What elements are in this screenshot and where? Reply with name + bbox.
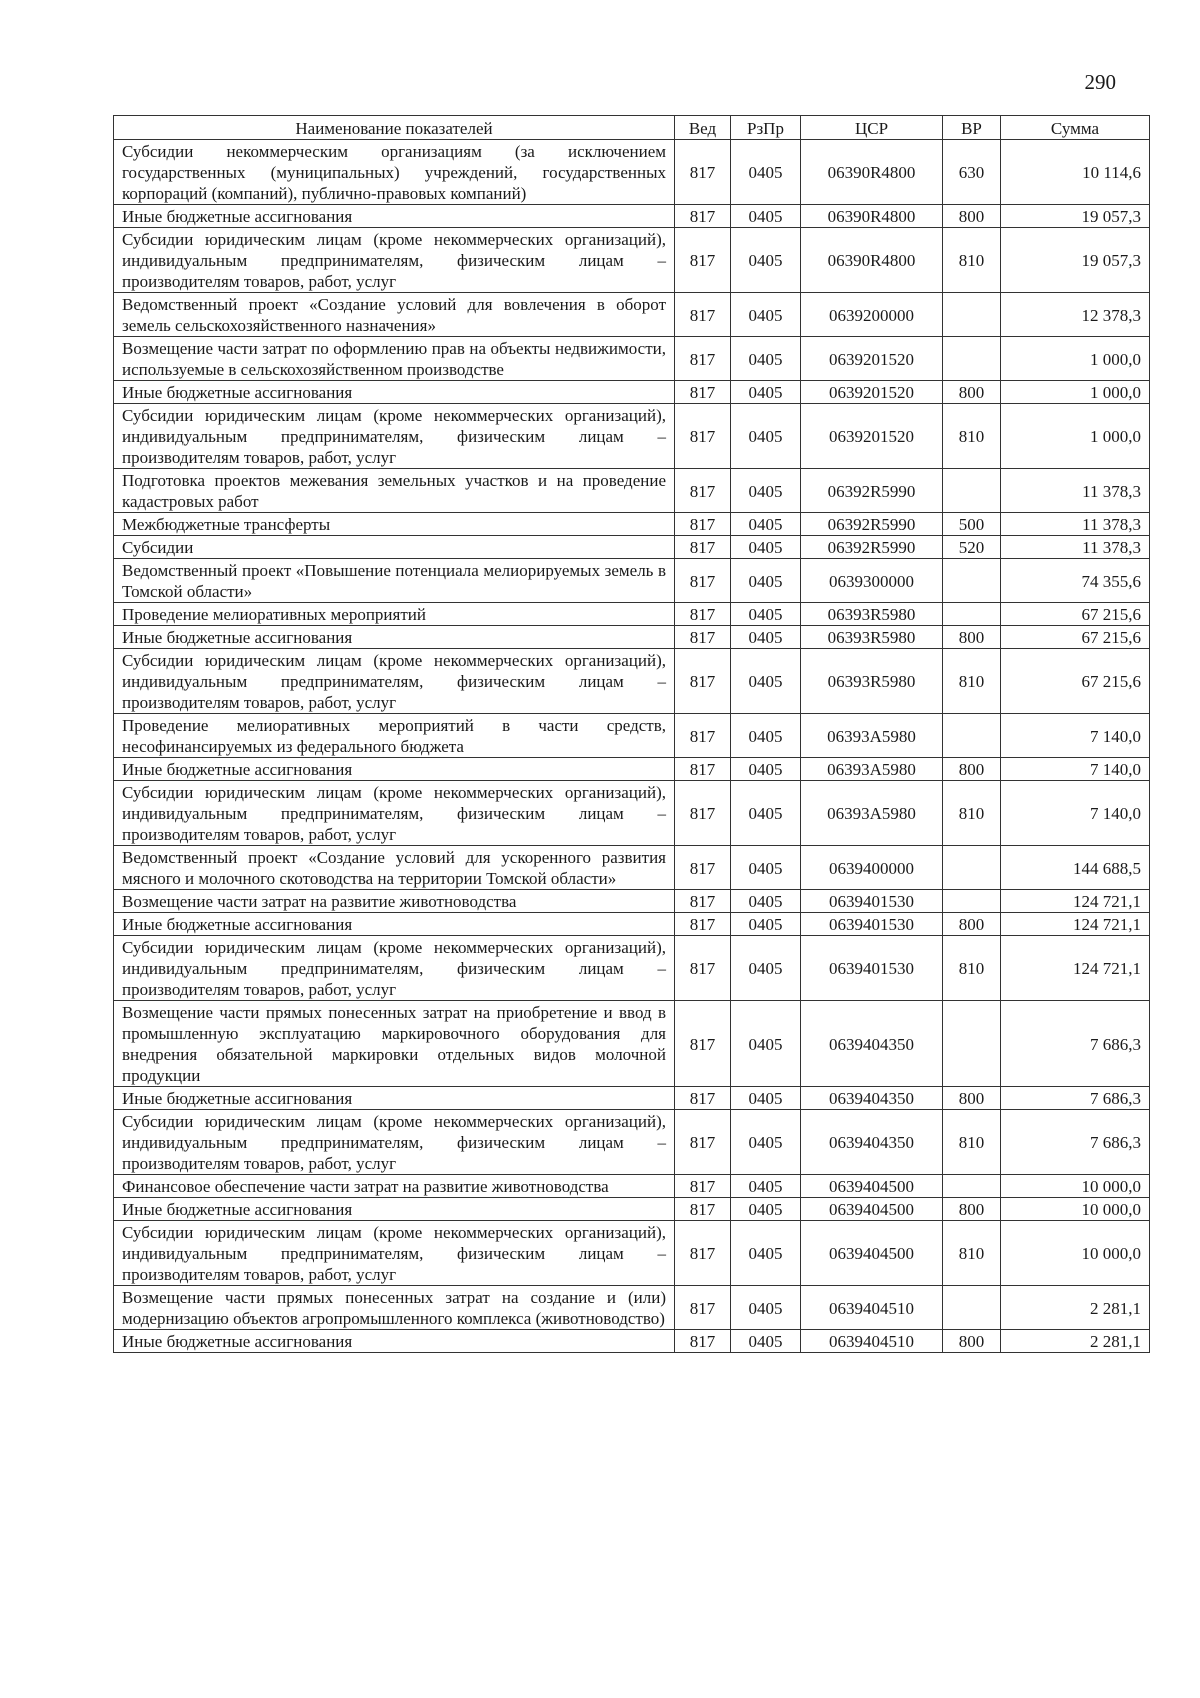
cell-sum: 10 000,0	[1001, 1198, 1150, 1221]
cell-csr: 06392R5990	[801, 513, 943, 536]
header-ved: Вед	[675, 116, 731, 140]
cell-ved: 817	[675, 381, 731, 404]
cell-name: Иные бюджетные ассигнования	[114, 1087, 675, 1110]
table-row	[114, 513, 1150, 536]
cell-ved: 817	[675, 603, 731, 626]
cell-sum: 11 378,3	[1001, 536, 1150, 559]
cell-ved: 817	[675, 293, 731, 337]
cell-ved: 817	[675, 1001, 731, 1087]
cell-name: Иные бюджетные ассигнования	[114, 205, 675, 228]
table-row	[114, 536, 1150, 559]
cell-sum: 144 688,5	[1001, 846, 1150, 890]
cell-name: Возмещение части затрат по оформлению прав на объекты недвижимости, используемые в сельскохозяйственном производстве	[114, 337, 675, 381]
cell-rzpr: 0405	[731, 649, 801, 714]
cell-csr: 0639404500	[801, 1198, 943, 1221]
cell-name: Иные бюджетные ассигнования	[114, 1198, 675, 1221]
cell-ved: 817	[675, 1175, 731, 1198]
cell-rzpr: 0405	[731, 603, 801, 626]
cell-ved: 817	[675, 1286, 731, 1330]
cell-name: Ведомственный проект «Создание условий для ускоренного развития мясного и молочного скотоводства на территории Томской области»	[114, 846, 675, 890]
cell-sum: 2 281,1	[1001, 1330, 1150, 1353]
cell-rzpr: 0405	[731, 1286, 801, 1330]
cell-csr: 06390R4800	[801, 205, 943, 228]
table-row	[114, 1221, 1150, 1286]
cell-name: Субсидии юридическим лицам (кроме некоммерческих организаций), индивидуальным предпринимателям, физическим лицам – производителям товаров, работ, услуг	[114, 781, 675, 846]
table-row	[114, 846, 1150, 890]
cell-ved: 817	[675, 649, 731, 714]
table-body	[114, 140, 1150, 1353]
cell-sum: 11 378,3	[1001, 469, 1150, 513]
cell-rzpr: 0405	[731, 1001, 801, 1087]
cell-csr: 0639404350	[801, 1087, 943, 1110]
cell-csr: 06392R5990	[801, 469, 943, 513]
cell-csr: 06393R5980	[801, 626, 943, 649]
cell-sum: 19 057,3	[1001, 228, 1150, 293]
table-row	[114, 1198, 1150, 1221]
cell-csr: 0639404350	[801, 1110, 943, 1175]
cell-vr	[943, 714, 1001, 758]
page-number: 290	[1084, 70, 1116, 94]
cell-ved: 817	[675, 1198, 731, 1221]
table-row	[114, 714, 1150, 758]
cell-csr: 0639404350	[801, 1001, 943, 1087]
cell-rzpr: 0405	[731, 1087, 801, 1110]
cell-name: Иные бюджетные ассигнования	[114, 758, 675, 781]
cell-vr: 800	[943, 758, 1001, 781]
cell-csr: 0639201520	[801, 337, 943, 381]
cell-csr: 0639300000	[801, 559, 943, 603]
cell-sum: 67 215,6	[1001, 649, 1150, 714]
cell-sum: 1 000,0	[1001, 337, 1150, 381]
header-sum: Сумма	[1001, 116, 1150, 140]
table-row	[114, 140, 1150, 205]
cell-ved: 817	[675, 205, 731, 228]
cell-vr: 810	[943, 1221, 1001, 1286]
cell-csr: 06392R5990	[801, 536, 943, 559]
cell-vr	[943, 337, 1001, 381]
cell-sum: 11 378,3	[1001, 513, 1150, 536]
cell-ved: 817	[675, 337, 731, 381]
cell-sum: 1 000,0	[1001, 381, 1150, 404]
table-row	[114, 913, 1150, 936]
budget-table	[113, 115, 1150, 1353]
table-row	[114, 1175, 1150, 1198]
cell-rzpr: 0405	[731, 758, 801, 781]
cell-ved: 817	[675, 404, 731, 469]
cell-csr: 06393A5980	[801, 781, 943, 846]
cell-vr: 630	[943, 140, 1001, 205]
table-row	[114, 936, 1150, 1001]
cell-sum: 67 215,6	[1001, 626, 1150, 649]
cell-vr	[943, 1175, 1001, 1198]
cell-name: Субсидии юридическим лицам (кроме некоммерческих организаций), индивидуальным предпринимателям, физическим лицам – производителям товаров, работ, услуг	[114, 1110, 675, 1175]
cell-vr	[943, 469, 1001, 513]
cell-ved: 817	[675, 1110, 731, 1175]
cell-vr: 800	[943, 381, 1001, 404]
cell-sum: 7 140,0	[1001, 758, 1150, 781]
table-row	[114, 603, 1150, 626]
cell-rzpr: 0405	[731, 1198, 801, 1221]
cell-sum: 19 057,3	[1001, 205, 1150, 228]
table-row	[114, 559, 1150, 603]
cell-name: Иные бюджетные ассигнования	[114, 1330, 675, 1353]
cell-rzpr: 0405	[731, 781, 801, 846]
cell-sum: 124 721,1	[1001, 913, 1150, 936]
cell-ved: 817	[675, 513, 731, 536]
cell-rzpr: 0405	[731, 1175, 801, 1198]
table-row	[114, 381, 1150, 404]
cell-name: Иные бюджетные ассигнования	[114, 626, 675, 649]
cell-csr: 0639404500	[801, 1221, 943, 1286]
cell-csr: 0639401530	[801, 913, 943, 936]
cell-sum: 1 000,0	[1001, 404, 1150, 469]
cell-sum: 7 686,3	[1001, 1110, 1150, 1175]
cell-ved: 817	[675, 559, 731, 603]
table-row	[114, 205, 1150, 228]
cell-vr: 520	[943, 536, 1001, 559]
cell-rzpr: 0405	[731, 381, 801, 404]
cell-vr: 800	[943, 1087, 1001, 1110]
header-name: Наименование показателей	[114, 116, 675, 140]
cell-rzpr: 0405	[731, 1110, 801, 1175]
cell-rzpr: 0405	[731, 1221, 801, 1286]
cell-rzpr: 0405	[731, 140, 801, 205]
cell-name: Возмещение части прямых понесенных затрат на создание и (или) модернизацию объектов агропромышленного комплекса (животноводство)	[114, 1286, 675, 1330]
cell-sum: 67 215,6	[1001, 603, 1150, 626]
cell-csr: 06393R5980	[801, 649, 943, 714]
cell-sum: 7 686,3	[1001, 1087, 1150, 1110]
table-row	[114, 890, 1150, 913]
cell-vr: 800	[943, 913, 1001, 936]
cell-name: Возмещение части затрат на развитие животноводства	[114, 890, 675, 913]
cell-name: Субсидии	[114, 536, 675, 559]
cell-sum: 124 721,1	[1001, 936, 1150, 1001]
cell-name: Проведение мелиоративных мероприятий	[114, 603, 675, 626]
cell-vr	[943, 1001, 1001, 1087]
table-row	[114, 1330, 1150, 1353]
cell-vr: 810	[943, 781, 1001, 846]
cell-name: Иные бюджетные ассигнования	[114, 913, 675, 936]
cell-vr	[943, 846, 1001, 890]
cell-rzpr: 0405	[731, 205, 801, 228]
cell-ved: 817	[675, 781, 731, 846]
cell-csr: 0639201520	[801, 404, 943, 469]
cell-rzpr: 0405	[731, 404, 801, 469]
cell-rzpr: 0405	[731, 536, 801, 559]
table-row	[114, 1001, 1150, 1087]
cell-name: Субсидии юридическим лицам (кроме некоммерческих организаций), индивидуальным предпринимателям, физическим лицам – производителям товаров, работ, услуг	[114, 1221, 675, 1286]
cell-rzpr: 0405	[731, 337, 801, 381]
cell-ved: 817	[675, 469, 731, 513]
cell-vr: 500	[943, 513, 1001, 536]
cell-sum: 12 378,3	[1001, 293, 1150, 337]
cell-vr: 810	[943, 228, 1001, 293]
table-row	[114, 469, 1150, 513]
table-row	[114, 293, 1150, 337]
cell-rzpr: 0405	[731, 559, 801, 603]
cell-sum: 10 114,6	[1001, 140, 1150, 205]
cell-csr: 0639401530	[801, 890, 943, 913]
table-header-row	[114, 116, 1150, 140]
cell-csr: 0639400000	[801, 846, 943, 890]
header-rzpr: РзПр	[731, 116, 801, 140]
cell-ved: 817	[675, 1087, 731, 1110]
cell-vr: 800	[943, 626, 1001, 649]
cell-name: Субсидии юридическим лицам (кроме некоммерческих организаций), индивидуальным предпринимателям, физическим лицам – производителям товаров, работ, услуг	[114, 404, 675, 469]
cell-vr	[943, 1286, 1001, 1330]
cell-rzpr: 0405	[731, 1330, 801, 1353]
table-row	[114, 337, 1150, 381]
cell-ved: 817	[675, 890, 731, 913]
table-row	[114, 781, 1150, 846]
cell-ved: 817	[675, 1221, 731, 1286]
cell-name: Субсидии юридическим лицам (кроме некоммерческих организаций), индивидуальным предпринимателям, физическим лицам – производителям товаров, работ, услуг	[114, 649, 675, 714]
table-row	[114, 1286, 1150, 1330]
cell-name: Субсидии юридическим лицам (кроме некоммерческих организаций), индивидуальным предпринимателям, физическим лицам – производителям товаров, работ, услуг	[114, 228, 675, 293]
cell-sum: 124 721,1	[1001, 890, 1150, 913]
cell-name: Субсидии юридическим лицам (кроме некоммерческих организаций), индивидуальным предпринимателям, физическим лицам – производителям товаров, работ, услуг	[114, 936, 675, 1001]
cell-vr: 810	[943, 1110, 1001, 1175]
cell-rzpr: 0405	[731, 513, 801, 536]
cell-sum: 7 140,0	[1001, 714, 1150, 758]
cell-vr	[943, 890, 1001, 913]
cell-vr	[943, 559, 1001, 603]
cell-vr: 810	[943, 404, 1001, 469]
cell-vr: 810	[943, 936, 1001, 1001]
cell-sum: 7 686,3	[1001, 1001, 1150, 1087]
cell-sum: 10 000,0	[1001, 1175, 1150, 1198]
cell-name: Ведомственный проект «Повышение потенциала мелиорируемых земель в Томской области»	[114, 559, 675, 603]
table-row	[114, 404, 1150, 469]
cell-csr: 0639404500	[801, 1175, 943, 1198]
cell-csr: 06393A5980	[801, 758, 943, 781]
table-row	[114, 649, 1150, 714]
cell-name: Ведомственный проект «Создание условий для вовлечения в оборот земель сельскохозяйственного назначения»	[114, 293, 675, 337]
header-vr: ВР	[943, 116, 1001, 140]
cell-rzpr: 0405	[731, 890, 801, 913]
cell-csr: 06393A5980	[801, 714, 943, 758]
cell-csr: 06393R5980	[801, 603, 943, 626]
cell-ved: 817	[675, 913, 731, 936]
cell-rzpr: 0405	[731, 469, 801, 513]
cell-ved: 817	[675, 140, 731, 205]
cell-rzpr: 0405	[731, 293, 801, 337]
cell-ved: 817	[675, 626, 731, 649]
cell-ved: 817	[675, 846, 731, 890]
cell-sum: 7 140,0	[1001, 781, 1150, 846]
cell-vr: 800	[943, 1330, 1001, 1353]
cell-csr: 0639404510	[801, 1286, 943, 1330]
cell-vr	[943, 293, 1001, 337]
cell-ved: 817	[675, 714, 731, 758]
table-row	[114, 758, 1150, 781]
cell-name: Возмещение части прямых понесенных затрат на приобретение и ввод в промышленную эксплуатацию маркировочного оборудования для внедрения обязательной маркировки отдельных видов молочной продукции	[114, 1001, 675, 1087]
cell-csr: 0639201520	[801, 381, 943, 404]
cell-sum: 74 355,6	[1001, 559, 1150, 603]
cell-rzpr: 0405	[731, 626, 801, 649]
cell-rzpr: 0405	[731, 846, 801, 890]
table-row	[114, 1110, 1150, 1175]
cell-sum: 10 000,0	[1001, 1221, 1150, 1286]
cell-csr: 0639200000	[801, 293, 943, 337]
table-row	[114, 626, 1150, 649]
cell-ved: 817	[675, 536, 731, 559]
cell-vr: 810	[943, 649, 1001, 714]
table-row	[114, 1087, 1150, 1110]
cell-ved: 817	[675, 936, 731, 1001]
cell-vr: 800	[943, 1198, 1001, 1221]
cell-rzpr: 0405	[731, 228, 801, 293]
cell-csr: 06390R4800	[801, 140, 943, 205]
table-row	[114, 228, 1150, 293]
cell-ved: 817	[675, 758, 731, 781]
header-csr: ЦСР	[801, 116, 943, 140]
cell-name: Подготовка проектов межевания земельных участков и на проведение кадастровых работ	[114, 469, 675, 513]
cell-vr	[943, 603, 1001, 626]
cell-rzpr: 0405	[731, 936, 801, 1001]
cell-name: Субсидии некоммерческим организациям (за исключением государственных (муниципальных) учреждений, государственных корпораций (компаний), публично-правовых компаний)	[114, 140, 675, 205]
cell-name: Проведение мелиоративных мероприятий в части средств, несофинансируемых из федерального бюджета	[114, 714, 675, 758]
cell-ved: 817	[675, 228, 731, 293]
cell-csr: 06390R4800	[801, 228, 943, 293]
cell-name: Финансовое обеспечение части затрат на развитие животноводства	[114, 1175, 675, 1198]
cell-name: Иные бюджетные ассигнования	[114, 381, 675, 404]
cell-vr: 800	[943, 205, 1001, 228]
cell-name: Межбюджетные трансферты	[114, 513, 675, 536]
cell-csr: 0639404510	[801, 1330, 943, 1353]
cell-rzpr: 0405	[731, 913, 801, 936]
cell-sum: 2 281,1	[1001, 1286, 1150, 1330]
cell-ved: 817	[675, 1330, 731, 1353]
cell-rzpr: 0405	[731, 714, 801, 758]
cell-csr: 0639401530	[801, 936, 943, 1001]
